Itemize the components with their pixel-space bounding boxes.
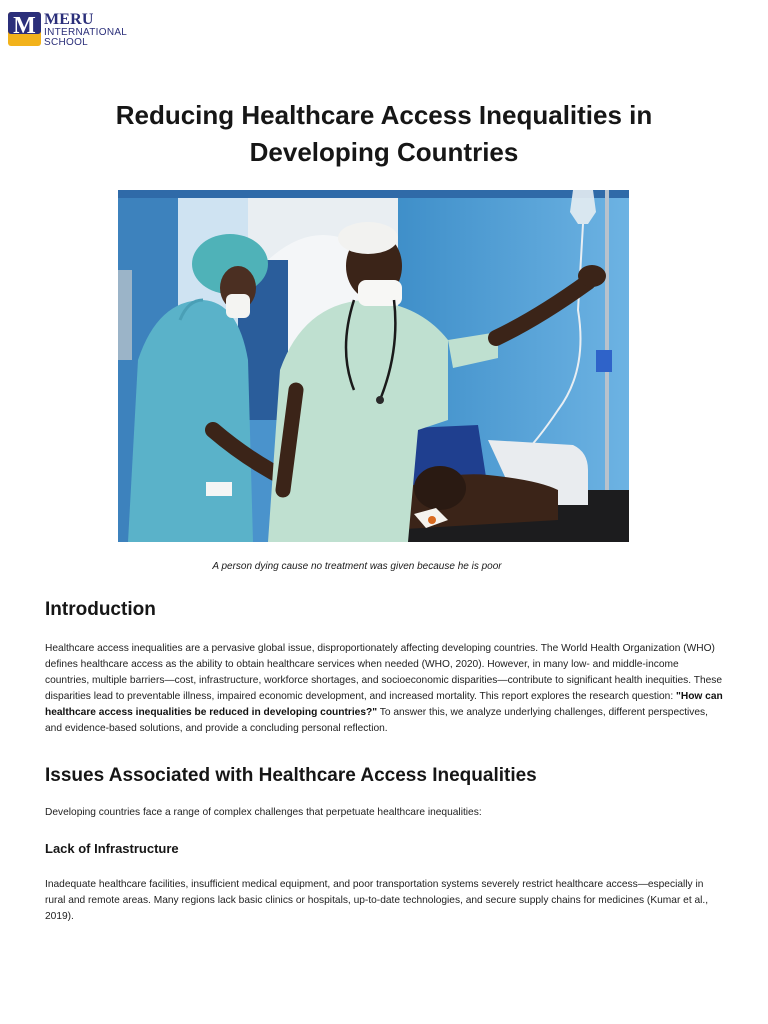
- introduction-heading: Introduction: [45, 599, 156, 620]
- issues-heading: Issues Associated with Healthcare Access Inequalities: [45, 765, 537, 786]
- school-crest-icon: [8, 12, 41, 46]
- issues-intro-paragraph: Developing countries face a range of complex challenges that perpetuate healthcare inequalities:: [45, 807, 482, 818]
- logo-subtitle-line2: SCHOOL: [44, 37, 89, 48]
- logo-mark-letter: M: [13, 13, 36, 39]
- logo-subtitle-line1: INTERNATIONAL: [44, 27, 128, 38]
- photo-caption: A person dying cause no treatment was given because he is poor: [212, 561, 502, 572]
- introduction-text-continued: To answer this, we analyze underlying challenges, different perspectives, and evidence-based solutions, and provide a concluding personal reflection.: [45, 707, 708, 734]
- page-title: Reducing Healthcare Access Inequalities in Developing Countries: [115, 100, 653, 167]
- logo-name: MERU: [44, 11, 94, 28]
- introduction-text: Healthcare access inequalities are a pervasive global issue, disproportionately affecting developing countries. The World Health Organization (WHO) defines healthcare access as the ability to obtain healthcare services when needed (WHO, 2020). However, in many low- and middle-income countries, multiple barriers—cost, infrastructure, workforce shortages, and socioeconomic disparities—contribute to significant health inequities. These disparities lead to preventable illness, impaired economic development, and increased mortality. This report explores the research question:: [45, 643, 723, 702]
- introduction-paragraph: [45, 641, 725, 737]
- hospital-ward-photo: [118, 190, 629, 542]
- infrastructure-heading: Lack of Infrastructure: [45, 841, 179, 856]
- infrastructure-paragraph: Inadequate healthcare facilities, insufficient medical equipment, and poor transportation systems severely restrict healthcare access—especially in rural and remote areas. Many regions lack basic clinics or hospitals, up-to-date technologies, and secure supply chains for medicines (Kumar et al., 2019).: [45, 879, 709, 922]
- school-logo[interactable]: [8, 12, 127, 48]
- research-question: "How can healthcare access inequalities be reduced in developing countries?": [45, 691, 723, 718]
